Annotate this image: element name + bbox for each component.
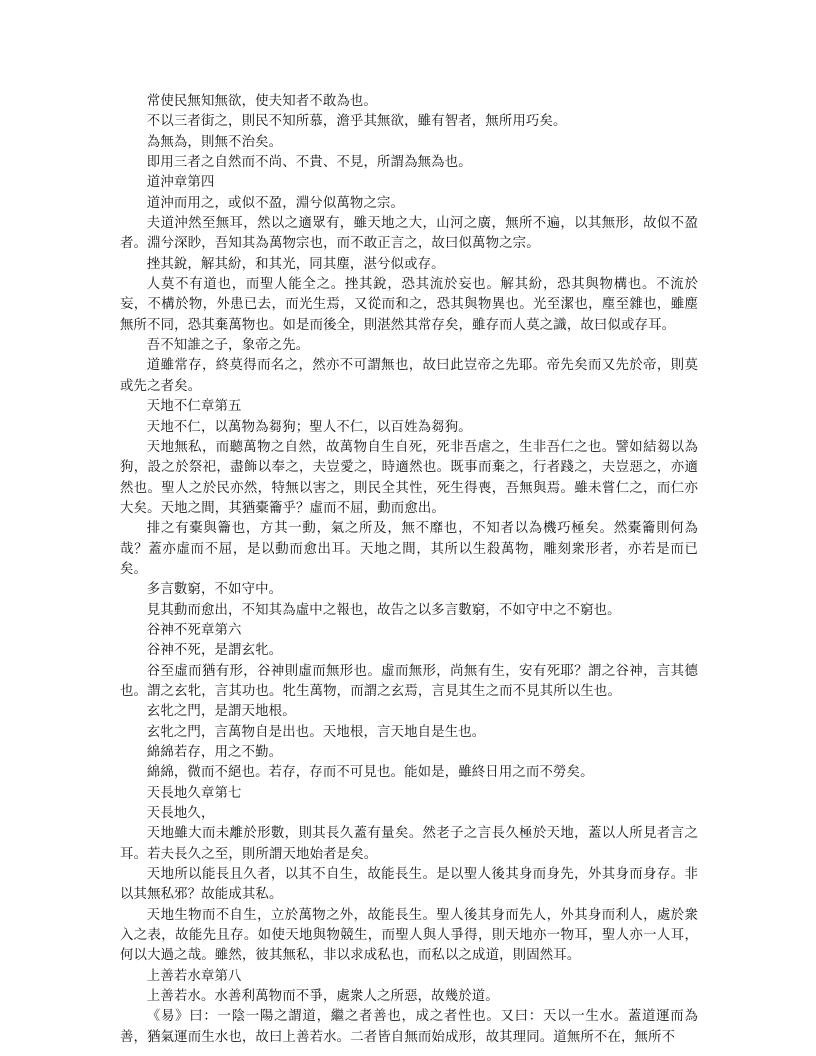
text-line: 為無為，則無不治矣。 <box>146 134 283 150</box>
text-line: 道沖而用之，或似不盈，淵兮似萬物之宗。 <box>146 195 405 211</box>
text-line: 即用三者之自然而不尚、不貴、不見，所謂為無為也。 <box>146 155 472 171</box>
text-line: 挫其銳，解其紛，和其光，同其塵，湛兮似或存。 <box>146 256 445 272</box>
text-line: 上善若水。水善利萬物而不爭，處衆人之所惡，故幾於道。 <box>146 989 499 1005</box>
text-line: 谷神不死，是謂玄牝。 <box>146 643 283 659</box>
text-line: 吾不知誰之子，象帝之先。 <box>146 338 310 354</box>
commentary-paragraph: 綿綿，微而不絕也。若存，存而不可見也。能如是，雖終日用之而不勞矣。 <box>146 765 594 781</box>
commentary-paragraph: 天地所以能長且久者，以其不自生，故能長生。是以聖人後其身而身先，外其身而身存。非以其無私邪？故能成其私。 <box>120 867 698 903</box>
commentary-paragraph: 玄牝之門，言萬物自是出也。天地根，言天地自是生也。 <box>146 724 486 740</box>
chapter-heading: 天長地久章第七 <box>146 785 242 801</box>
chapter-heading: 谷神不死章第六 <box>146 622 242 638</box>
commentary-paragraph: 天地生物而不自生，立於萬物之外，故能長生。聖人後其身而先人，外其身而利人，處於衆入之表，故能先且存。如使天地與物競生，而聖人與人爭得，則天地亦一物耳，聖人亦一人耳，何以大過之哉。雖然，彼其無私，非以求成私也，而私以之成道，則固然耳。 <box>120 907 698 964</box>
text-line: 綿綿若存，用之不勤。 <box>146 745 283 760</box>
commentary-paragraph: 道雖常存，終莫得而名之，然亦不可謂無也，故曰此豈帝之先耶。帝先矣而又先於帝，則莫或先之者矣。 <box>120 358 698 394</box>
chapter-heading: 天地不仁章第五 <box>146 399 242 415</box>
commentary-paragraph: 排之有橐與籥也，方其一動，氣之所及，無不靡也，不知者以為機巧極矣。然橐籥則何為哉？蓋亦虛而不屈，是以動而愈出耳。天地之間，其所以生殺萬物，雕刻衆形者，亦若是而已矣。 <box>120 521 698 577</box>
text-line: 多言數窮，不如守中。 <box>146 582 283 598</box>
commentary-paragraph: 谷至虛而猶有形，谷神則虛而無形也。虛而無形，尚無有生，安有死耶？謂之谷神，言其德也。謂之玄牝，言其功也。牝生萬物，而謂之玄焉，言見其生之而不見其所以生也。 <box>120 663 698 699</box>
commentary-paragraph: 人莫不有道也，而聖人能全之。挫其銳，恐其流於妄也。解其紛，恐其與物構也。不流於妄，不構於物，外患已去，而光生焉，又從而和之，恐其與物異也。光至潔也，塵至雜也，雖塵無所不同，恐其棄萬物也。如是而後全，則湛然其常存矣，雖存而人莫之識，故曰似或存耳。 <box>120 277 698 333</box>
commentary-paragraph: 《易》曰：一陰一陽之謂道，繼之者善也，成之者性也。又曰：天以一生水。蓋道運而為善，猶氣運而生水也，故曰上善若水。二者皆自無而始成形，故其理同。道無所不在，無所不 <box>120 1009 698 1045</box>
text-line: 天地不仁，以萬物為芻狗；聖人不仁，以百姓為芻狗。 <box>146 419 472 435</box>
commentary-paragraph: 見其動而愈出，不知其為虛中之報也，故告之以多言數窮，不如守中之不窮也。 <box>146 602 621 618</box>
document-page <box>120 92 698 1048</box>
text-line: 不以三者街之，則民不知所慕，澹乎其無欲，雖有智者，無所用巧矣。 <box>146 114 567 130</box>
text-line: 天長地久， <box>146 806 215 822</box>
text-line: 玄牝之門，是謂天地根。 <box>146 704 296 720</box>
chapter-heading: 上善若水章第八 <box>146 968 242 984</box>
commentary-paragraph: 天地雖大而未離於形數，則其長久蓋有量矣。然老子之言長久極於天地，蓋以人所見者言之耳。若夫長久之至，則所謂天地始者是矣。 <box>120 826 698 862</box>
text-line: 常使民無知無欲，使夫知者不敢為也。 <box>146 94 377 109</box>
commentary-paragraph: 夫道沖然至無耳，然以之適眾有，雖天地之大，山河之廣，無所不遍，以其無形，故似不盈者。淵兮深眇，吾知其為萬物宗也，而不敢正言之，故曰似萬物之宗。 <box>120 216 698 252</box>
chapter-heading: 道沖章第四 <box>146 175 215 191</box>
commentary-paragraph: 天地無私，而聽萬物之自然，故萬物自生自死，死非吾虐之，生非吾仁之也。譬如結芻以為狗，設之於祭祀，盡飾以奉之，夫豈愛之，時適然也。既事而棄之，行者踐之，夫豈惡之，亦適然也。聖人之於民亦然，特無以害之，則民全其性，死生得喪，吾無與焉。雖未嘗仁之，而仁亦大矣。天地之間，其猶橐籥乎？虛而不屈，動而愈出。 <box>120 439 698 516</box>
